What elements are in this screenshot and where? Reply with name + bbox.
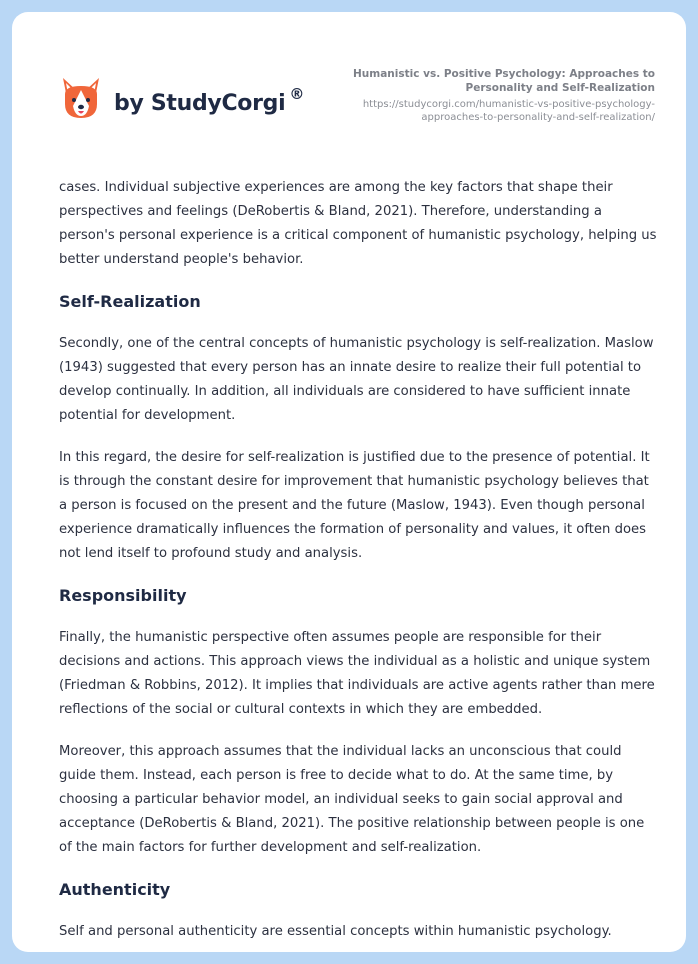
paragraph: cases. Individual subjective experiences are among the key factors that shape their perspectives and feelings (DeRobertis & Bland, 2021). Therefore, understanding a person's personal experience is a critical component of humanistic psychology, helping us better understand people's behavior. [59,180,657,267]
paragraph: Self and personal authenticity are essential concepts within humanistic psychology. [59,924,612,939]
document-title: Humanistic vs. Positive Psychology: Approaches to Personality and Self-Realization [353,68,655,94]
document-page [12,12,686,952]
article-body [59,176,659,952]
paragraph: Secondly, one of the central concepts of humanistic psychology is self-realization. Maslow (1943) suggested that every person has an innate desire to realize their full potential to develop continually. In addition, all individuals are considered to have sufficient innate potential for development. [59,336,654,423]
page-header [12,12,686,162]
section-heading-responsibility: Responsibility [59,586,187,605]
document-url[interactable]: https://studycorgi.com/humanistic-vs-positive-psychology- approaches-to-personality-and-self-realization/ [362,99,655,123]
corgi-logo-icon [60,76,102,120]
paragraph: In this regard, the desire for self-realization is justified due to the presence of potential. It is through the constant desire for improvement that humanistic psychology believes that a person is focused on the present and the future (Maslow, 1943). Even though personal experience dramatically influences the formation of personality and values, it often does not lend itself to profound study and analysis. [59,450,650,561]
section-heading-authenticity: Authenticity [59,880,171,899]
brand-name: by StudyCorgi ® [114,85,305,116]
document-reference [315,67,655,124]
paragraph: Moreover, this approach assumes that the individual lacks an unconscious that could guide them. Instead, each person is free to decide what to do. At the same time, by choosing a particular behavior model, an individual seeks to gain social approval and acceptance (DeRobertis & Bland, 2021). The positive relationship between people is one of the main factors for further development and self-realization. [59,744,645,855]
section-heading-self-realization: Self-Realization [59,292,201,311]
paragraph: Finally, the humanistic perspective often assumes people are responsible for their decisions and actions. This approach views the individual as a holistic and unique system (Friedman & Robbins, 2012). It implies that individuals are active agents rather than mere reflections of the social or cultural contexts in which they are embedded. [59,630,655,717]
